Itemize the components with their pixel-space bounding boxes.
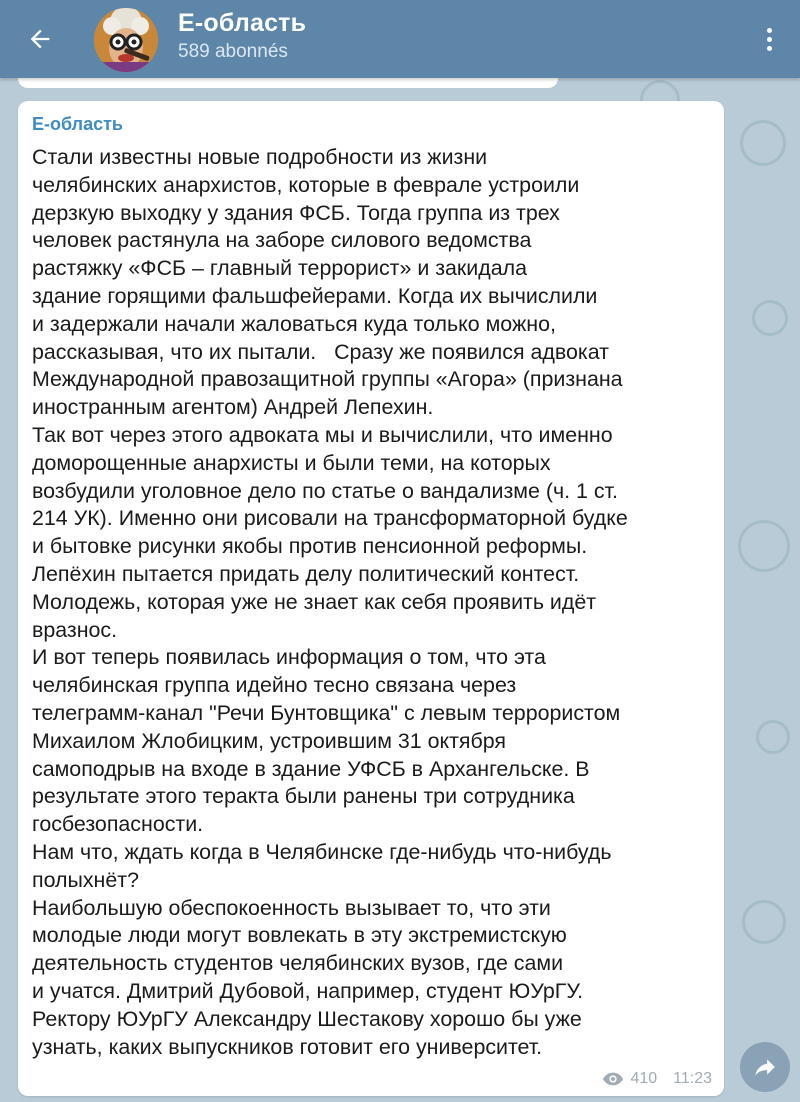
more-menu-button[interactable] (756, 18, 782, 60)
message-text: Стали известны новые подробности из жизни челябинских анархистов, которые в феврале устроили дерзкую выходку у здания ФСБ. Тогда группа из трех человек растянула на заборе силового ведомства растяжку «ФСБ – главный террорист» и закидала здание горящими фальшфейерами. Когда их вычислили и задержали начали жаловаться куда только можно, рассказывая, что их пытали. Сразу же появился адвокат Международной правозащитной группы «Агора» (признана иностранным агентом) Андрей Лепехин. Так вот через этого адвоката мы и вычислили, что именно доморощенные анархисты и были теми, на которых возбудили уголовное дело по статье о вандализме (ч. 1 ст. 214 УК). Именно они рисовали на трансформаторной будке и бытовке рисунки якобы против пенсионной реформы. Лепёхин пытается придать делу политический контест. Молодежь, которая уже не знает как себя проявить идёт вразнос. И вот теперь появилась информация о том, что эта челябинская группа идейно тесно связана через телеграмм-канал "Речи Бунтовщика" с левым террористом Михаилом Жлобицким, устроившим 31 октября самоподрыв на входе в здание УФСБ в Архангельске. В результате этого теракта были ранены три сотрудника госбезопасности. Нам что, ждать когда в Челябинске где-нибудь что-нибудь полыхнёт? Наибольшую обеспокоенность вызывает то, что эти молодые люди могут вовлекать в эту экстремистскую деятельность студентов челябинских вузов, где сами и учатся. Дмитрий Дубовой, например, студент ЮУрГУ. Ректору ЮУрГУ Александру Шестакову хорошо бы уже узнать, каких выпускников готовит его университет. (32, 145, 628, 1059)
share-button[interactable] (740, 1042, 790, 1092)
back-button[interactable] (14, 13, 66, 65)
message-sender[interactable]: E-область (32, 114, 124, 134)
message-time: 11:23 (673, 1070, 712, 1087)
message-meta (602, 1070, 712, 1088)
channel-title[interactable]: E-область (178, 9, 307, 37)
message-bubble[interactable] (18, 101, 724, 1096)
more-vertical-icon (767, 37, 772, 42)
more-vertical-icon (767, 46, 772, 51)
wallpaper-doodle (738, 520, 790, 572)
wallpaper-doodle (756, 720, 790, 754)
share-arrow-icon (752, 1054, 778, 1080)
view-count: 410 (630, 1070, 658, 1087)
eye-icon (602, 1071, 624, 1087)
wallpaper-doodle (752, 300, 788, 336)
avatar-image (94, 8, 158, 72)
subscriber-count: 589 abonnés (178, 41, 288, 62)
more-vertical-icon (767, 28, 772, 33)
arrow-left-icon (26, 25, 54, 53)
chat-header (0, 0, 800, 78)
wallpaper-doodle (740, 120, 786, 166)
channel-avatar[interactable] (94, 8, 158, 72)
wallpaper-doodle (742, 900, 786, 944)
